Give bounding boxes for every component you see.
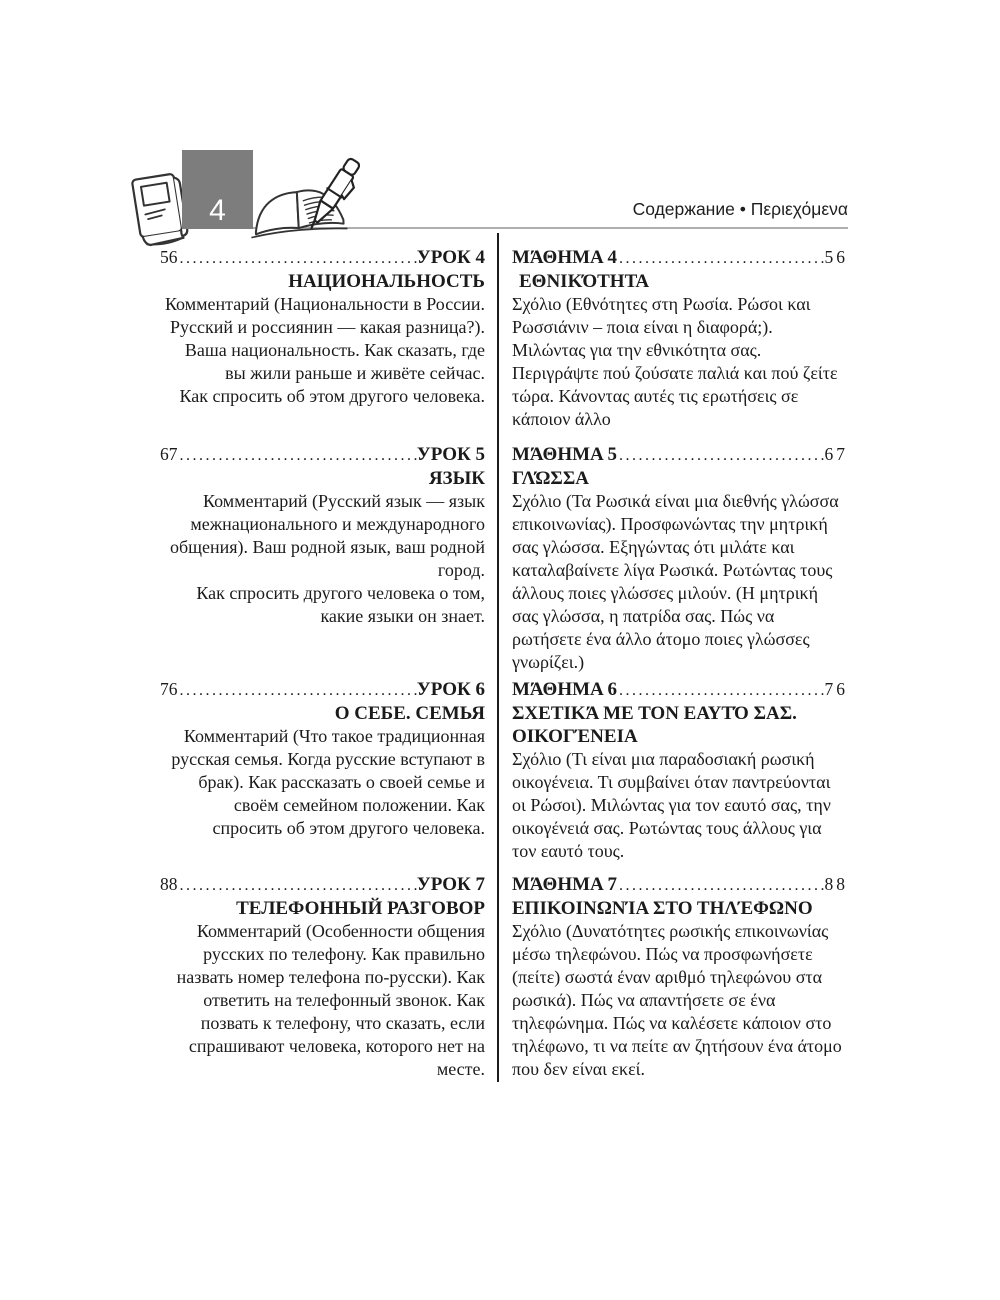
toc-lesson-summary: Комментарий (Что такое традиционная русская семья. Когда русские вступают в брак). Как рассказать о своей семье и своём семейном положении. Как спросить об этом другого человека. bbox=[171, 726, 485, 838]
column-divider bbox=[497, 233, 499, 1082]
toc-lesson-summary: Комментарий (Национальности в России. Русский и россиянин — какая разница?). Ваша национальность. Как сказать, где вы жили раньше и живёте сейчас. bbox=[164, 294, 485, 383]
toc-lesson-title: ЯЗЫК bbox=[428, 468, 485, 489]
toc-lesson-title: НАЦИОНАЛЬНОСТЬ bbox=[288, 271, 485, 292]
dotted-leader bbox=[617, 679, 825, 702]
toc-lesson-summary: Как спросить об этом другого человека. bbox=[179, 386, 485, 406]
toc-entry-urok-5 bbox=[160, 443, 485, 678]
running-header-title: Содержание • Περιεχόμενα bbox=[632, 199, 848, 219]
toc-lesson-summary: Комментарий (Русский язык — язык межнационального и международного общения). Ваш родной язык, ваш родной город. bbox=[169, 491, 485, 580]
toc-lesson-label: УРОК 7 bbox=[416, 874, 485, 895]
toc-lesson-label: ΜΆΘΗΜΑ 4 bbox=[512, 247, 617, 268]
toc-page-number: 88 bbox=[160, 874, 178, 894]
dotted-leader bbox=[178, 444, 417, 467]
toc-page-number: 76 bbox=[160, 679, 178, 699]
toc-entry-mathima-4 bbox=[512, 246, 848, 443]
toc-lesson-label: УРОК 5 bbox=[416, 444, 485, 465]
toc-entry-mathima-7 bbox=[512, 873, 848, 1081]
toc-lesson-summary: Как спросить другого человека о том, какие языки он знает. bbox=[196, 583, 485, 626]
toc-lesson-title: ΕΘΝΙΚΌΤΗΤΑ bbox=[519, 271, 650, 292]
toc-entry-urok-6 bbox=[160, 678, 485, 873]
toc-lesson-summary: Σχόλιο (Τι είναι μια παραδοσιακή ρωσική οικογένεια. Τι συμβαίνει όταν παντρεύονται οι Ρώσοι). Μιλώντας για τον εαυτό σας, την οικογένειά σας. Ρωτώντας τους άλλους για τον εαυτό τους. bbox=[512, 749, 831, 861]
toc-entry-line bbox=[160, 678, 485, 702]
dotted-leader bbox=[178, 679, 417, 702]
page-number: 4 bbox=[209, 194, 226, 227]
toc-entry-mathima-5 bbox=[512, 443, 848, 678]
toc-page-number: 88 bbox=[824, 874, 848, 894]
toc-lesson-title: О СЕБЕ. СЕМЬЯ bbox=[334, 703, 485, 724]
dotted-leader bbox=[178, 874, 417, 897]
toc-columns bbox=[160, 246, 848, 1081]
toc-lesson-summary: Σχόλιο (Δυνατότητες ρωσικής επικοινωνίας μέσω τηλεφώνου. Πώς να προσφωνήσετε (πείτε) σωστά έναν αριθμό τηλεφώνου στα ρωσικά). Πώς να απαντήσετε σε ένα τηλεφώνημα. Πώς να καλέσετε κάποιον στο τηλέφωνο, τι να πείτε αν ζητήσουν ένα άτομο που δεν είναι εκεί. bbox=[512, 921, 842, 1079]
toc-lesson-label: ΜΆΘΗΜΑ 6 bbox=[512, 679, 617, 700]
toc-entry-mathima-6 bbox=[512, 678, 848, 873]
toc-page-number: 56 bbox=[160, 247, 178, 267]
dotted-leader bbox=[178, 247, 417, 270]
page-number-badge bbox=[182, 150, 253, 229]
toc-entry-urok-4 bbox=[160, 246, 485, 443]
toc-lesson-title: ΕΠΙΚΟΙΝΩΝΊΑ ΣΤΟ ΤΗΛΈΦΩΝΟ bbox=[512, 898, 813, 919]
toc-lesson-title: ТЕЛЕФОННЫЙ РАЗГОВОР bbox=[236, 898, 485, 919]
toc-column-russian bbox=[160, 246, 485, 1081]
toc-lesson-label: УРОК 6 bbox=[416, 679, 485, 700]
toc-entry-line bbox=[160, 443, 485, 467]
toc-page-number: 67 bbox=[160, 444, 178, 464]
toc-page-number: 76 bbox=[824, 679, 848, 699]
toc-entry-line bbox=[512, 246, 848, 270]
toc-page-number: 67 bbox=[824, 444, 848, 464]
dotted-leader bbox=[617, 444, 825, 467]
toc-entry-line bbox=[512, 443, 848, 467]
toc-entry-line bbox=[512, 678, 848, 702]
toc-entry-line bbox=[160, 873, 485, 897]
toc-lesson-summary: Σχόλιο (Εθνότητες στη Ρωσία. Ρώσοι και Ρωσσιάνιν – ποια είναι η διαφορά;). Μιλώντας για την εθνικότητα σας. Περιγράψτε πού ζούσατε παλιά και πού ζείτε τώρα. Κάνοντας αυτές τις ερωτήσεις σε κάποιον άλλο bbox=[512, 294, 838, 429]
toc-lesson-label: ΜΆΘΗΜΑ 7 bbox=[512, 874, 617, 895]
toc-lesson-label: ΜΆΘΗΜΑ 5 bbox=[512, 444, 617, 465]
toc-lesson-summary: Σχόλιο (Τα Ρωσικά είναι μια διεθνής γλώσσα επικοινωνίας). Προσφωνώντας την μητρική σας γλώσσα. Εξηγώντας ότι μιλάτε και καταλαβαίνετε λίγα Ρωσικά. Ρωτώντας τους άλλους ποιες γλώσσες μιλούν. (Η μητρική σας γλώσσα, η πατρίδα σας. Πώς να ρωτήσετε ένα άλλο άτομο ποιες γλώσσες γνωρίζει.) bbox=[512, 491, 839, 672]
toc-lesson-summary: Комментарий (Особенности общения русских по телефону. Как правильно назвать номер телефона по-русски). Как ответить на телефонный звонок. Как позвать к телефону, что сказать, если спрашивают человека, которого нет на месте. bbox=[176, 921, 485, 1079]
toc-entry-line bbox=[512, 873, 848, 897]
toc-lesson-label: УРОК 4 bbox=[416, 247, 485, 268]
toc-entry-urok-7 bbox=[160, 873, 485, 1081]
dotted-leader bbox=[617, 874, 825, 897]
toc-page-number: 56 bbox=[824, 247, 848, 267]
toc-lesson-title: ΓΛΏΣΣΑ bbox=[512, 468, 589, 489]
toc-lesson-title: ΣΧΕΤΙΚΆ ΜΕ ΤΟΝ ΕΑΥΤΌ ΣΑΣ. ΟΙΚΟΓΈΝΕΙΑ bbox=[512, 703, 797, 747]
toc-column-greek bbox=[512, 246, 848, 1081]
pen-icon bbox=[291, 148, 371, 250]
dotted-leader bbox=[617, 247, 825, 270]
